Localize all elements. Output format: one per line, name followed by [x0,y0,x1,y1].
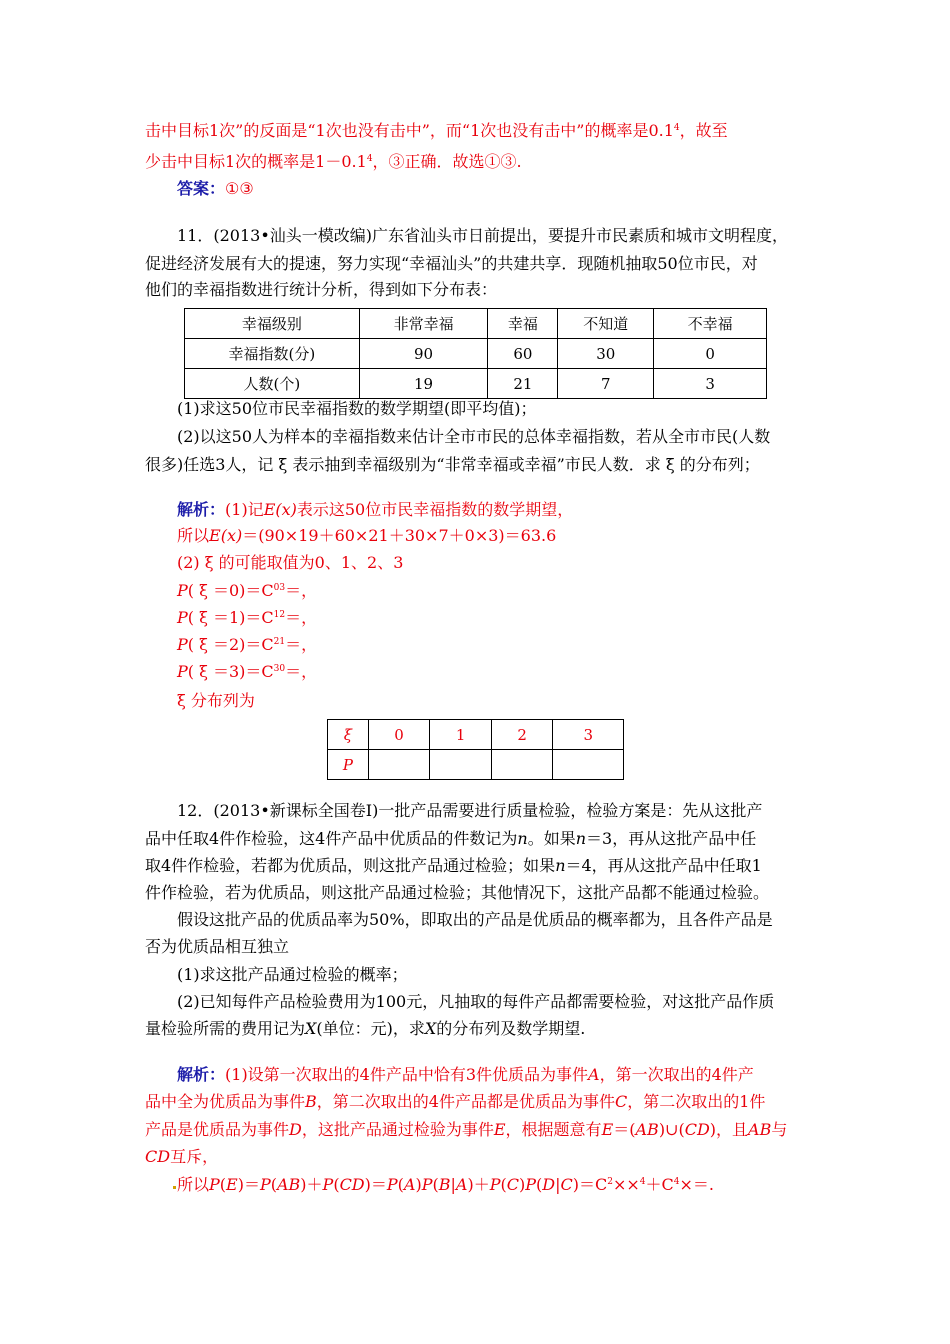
math-text: P [209,1175,220,1194]
math-text: C [506,1175,519,1194]
text: (1)设第一次取出的4件产品中恰有3件优质品为事件 [225,1065,589,1084]
math-text: E [493,1120,506,1139]
superscript: 21 [273,637,286,647]
math-text: P [177,608,188,627]
math-text: A [455,1175,468,1194]
math-text: n [575,829,587,848]
math-text: X [305,1019,317,1038]
math-text: A [403,1175,416,1194]
sol11-line-3: (2) ξ 的可能取值为0、1、2、3 [177,553,404,572]
table-cell [553,750,624,780]
text: 所以 [177,1175,210,1194]
text: )∪( [658,1120,685,1139]
q12-line-4: 件作检验，若为优质品，则这批产品通过检验；其他情况下，这批产品都不能通过检验。 [145,883,770,902]
table-row [185,339,767,369]
table-cell: 不幸福 [654,309,767,339]
table-row [185,369,767,399]
math-text: P [489,1175,501,1194]
q11-part-2b: 很多)任选3人，记 ξ 表示抽到幸福级别为“非常幸福或幸福”市民人数．求 ξ 的分布列； [145,455,760,474]
math-text: P [259,1175,271,1194]
table-cell: 2 [491,720,553,750]
text: ＝， [285,581,318,600]
q12-part-1: (1)求这批产品通过检验的概率； [177,965,408,984]
q11-line-3: 他们的幸福指数进行统计分析，得到如下分布表： [145,280,498,299]
text: 互斥， [170,1147,219,1166]
sol12-line-5 [177,1174,714,1196]
top-line-2 [145,151,522,173]
superscript: 30 [273,664,286,674]
text: )＋ [467,1175,490,1194]
table-cell: 60 [488,339,558,369]
table-cell: 3 [553,720,624,750]
sol11-dist-label: ξ 分布列为 [177,691,255,710]
math-text: CD [684,1120,710,1139]
math-text: E [226,1175,238,1194]
table-cell: 3 [654,369,767,399]
text: ( [333,1175,340,1194]
table-cell [368,750,430,780]
sol11-line-1 [177,499,573,521]
math-text: P [525,1175,536,1194]
math-text: P [177,635,188,654]
text: ，第二次取出的4件产品都是优质品为事件 [316,1092,615,1111]
q11-part-2a: (2)以这50人为样本的幸福指数来估计全市市民的总体幸福指数，若从全市市民(人数 [177,427,771,446]
happiness-table [184,308,767,399]
table-cell: 人数(个) [185,369,360,399]
table-cell: ξ [328,720,369,750]
table-cell: 0 [368,720,430,750]
sol11-p0 [177,580,317,602]
table-cell: 不知道 [558,309,654,339]
math-text: CD [145,1147,171,1166]
table-cell: 90 [359,339,488,369]
math-text: AB [276,1175,301,1194]
table-cell: 30 [558,339,654,369]
math-text: n [555,856,566,875]
math-text: C [614,1092,628,1111]
text: ＝( [613,1120,636,1139]
superscript: 03 [273,583,286,593]
text: ( [535,1175,543,1194]
table-cell [430,750,492,780]
sol12-line-4 [145,1146,218,1168]
text: 品中全为优质品为事件 [145,1092,306,1111]
table-cell: 幸福 [488,309,558,339]
text: )，且 [709,1120,749,1139]
math-text: D [542,1175,556,1194]
text: ＝(90×19＋60×21＋30×7＋0×3)＝63.6 [242,526,557,545]
q12-part-2a: (2)已知每件产品检验费用为100元，凡抽取的每件产品都需要检验，对这批产品作质 [177,992,775,1011]
sol11-p2 [177,634,317,656]
text: ＋C [645,1175,674,1194]
q12-line-6: 否为优质品相互独立 [145,937,290,956]
math-text: P [177,581,188,600]
text: 所以 [177,526,210,545]
distribution-table [327,719,624,780]
table-row [328,720,624,750]
text: ，故至 [679,121,728,140]
text: 击中目标1次”的反面是“1次也没有击中”，而“1次也没有击中”的概率是0.1 [145,121,674,140]
math-text: P [386,1175,398,1194]
math-text: P [177,662,188,681]
q12-line-1: 12．(2013•新课标全国卷Ⅰ)一批产品需要进行质量检验，检验方案是：先从这批产 [177,801,763,820]
anchor-marker [173,1186,176,1189]
math-text: AB [748,1120,772,1139]
q11-part-1: (1)求这50位市民幸福指数的数学期望(即平均值)； [177,399,537,418]
text: ，第一次取出的4件产 [599,1065,754,1084]
q11-line-1: 11．(2013•汕头一模改编)广东省汕头市日前提出，要提升市民素质和城市文明程度， [177,226,789,245]
table-cell: P [328,750,369,780]
sol11-line-2 [177,525,556,547]
text: ＝4，再从这批产品中任取1 [565,856,762,875]
q12-line-3 [145,855,762,877]
table-row [328,750,624,780]
math-text: B [305,1092,317,1111]
text: ＝， [285,635,318,654]
text: )＝ [364,1175,387,1194]
math-text: AB [635,1120,659,1139]
sol12-line-3 [145,1119,787,1141]
text: )＋ [300,1175,323,1194]
superscript: 4 [673,123,680,133]
text: 取4件作检验，若都为优质品，则这批产品通过检验；如果 [145,856,556,875]
text: | [555,1175,561,1194]
text: ( ξ ＝3)＝C [187,662,274,681]
text: 量检验所需的费用记为 [145,1019,306,1038]
text: ×＝. [679,1175,714,1194]
sol12-line-2 [145,1091,765,1113]
text: ＝， [285,662,318,681]
text: ×× [612,1175,640,1194]
superscript: 2 [607,1177,613,1187]
math-text: E(x) [209,526,243,545]
sol11-p3 [177,661,317,683]
math-text: E(x) [263,500,297,519]
table-row [185,309,767,339]
superscript: 4 [639,1177,646,1187]
math-text: X [424,1019,437,1038]
text: ＝3，再从这批产品中任 [586,829,757,848]
math-text: CD [339,1175,365,1194]
math-text: D [289,1120,302,1139]
q11-line-2: 促进经济发展有大的提速，努力实现“幸福汕头”的共建共享．现随机抽取50位市民，对 [145,254,758,273]
text: ( ξ ＝0)＝C [187,581,274,600]
text: ) [415,1175,422,1194]
text: 表示这50位市民幸福指数的数学期望， [296,500,574,519]
text: )＝C [572,1175,608,1194]
text: ( [219,1175,227,1194]
text: )＝ [237,1175,260,1194]
text: ，第二次取出的1件 [627,1092,766,1111]
q12-part-2b [145,1018,585,1040]
math-text: E [601,1120,614,1139]
table-cell: 21 [488,369,558,399]
table-cell: 非常幸福 [359,309,488,339]
sol11-p1 [177,607,317,629]
answer-value: ①③ [225,179,254,198]
math-text: C [560,1175,573,1194]
text: (1)记 [225,500,264,519]
superscript: 12 [273,610,286,620]
sol12-line-1 [177,1064,754,1086]
text: ＝， [285,608,318,627]
text: 。如果 [527,829,576,848]
text: ( ξ ＝1)＝C [187,608,274,627]
solution-label: 解析： [177,1065,226,1084]
top-line-1 [145,120,728,142]
text: | [450,1175,456,1194]
text: 产品是优质品为事件 [145,1120,290,1139]
text: ( [270,1175,277,1194]
text: ( [397,1175,404,1194]
superscript: 4 [366,154,373,164]
text: ( [432,1175,439,1194]
text: 品中任取4件作检验，这4件产品中优质品的件数记为 [145,829,518,848]
answer-line [177,178,254,200]
text: ，根据题意有 [505,1120,602,1139]
text: ，③正确．故选①③. [372,152,522,171]
solution-label: 解析： [177,500,226,519]
text: ) [518,1175,526,1194]
superscript: 4 [673,1177,680,1187]
text: ，这批产品通过检验为事件 [301,1120,494,1139]
math-text: P [421,1175,433,1194]
table-cell: 1 [430,720,492,750]
math-text: n [517,829,528,848]
table-cell: 7 [558,369,654,399]
q12-line-5: 假设这批产品的优质品率为50%，即取出的产品是优质品的概率都为，且各件产品是 [177,910,773,929]
table-cell: 幸福指数(分) [185,339,360,369]
text: ( ξ ＝2)＝C [187,635,274,654]
text: ( [500,1175,507,1194]
text: (单位：元)，求 [316,1019,425,1038]
table-cell: 19 [359,369,488,399]
text: 与 [771,1120,788,1139]
table-cell [491,750,553,780]
answer-label: 答案： [177,179,226,198]
table-cell: 0 [654,339,767,369]
math-text: P [322,1175,334,1194]
q12-line-2 [145,828,756,850]
text: 的分布列及数学期望. [436,1019,586,1038]
table-cell: 幸福级别 [185,309,360,339]
math-text: A [588,1065,600,1084]
text: 少击中目标1次的概率是1－0.1 [145,152,367,171]
math-text: B [438,1175,451,1194]
